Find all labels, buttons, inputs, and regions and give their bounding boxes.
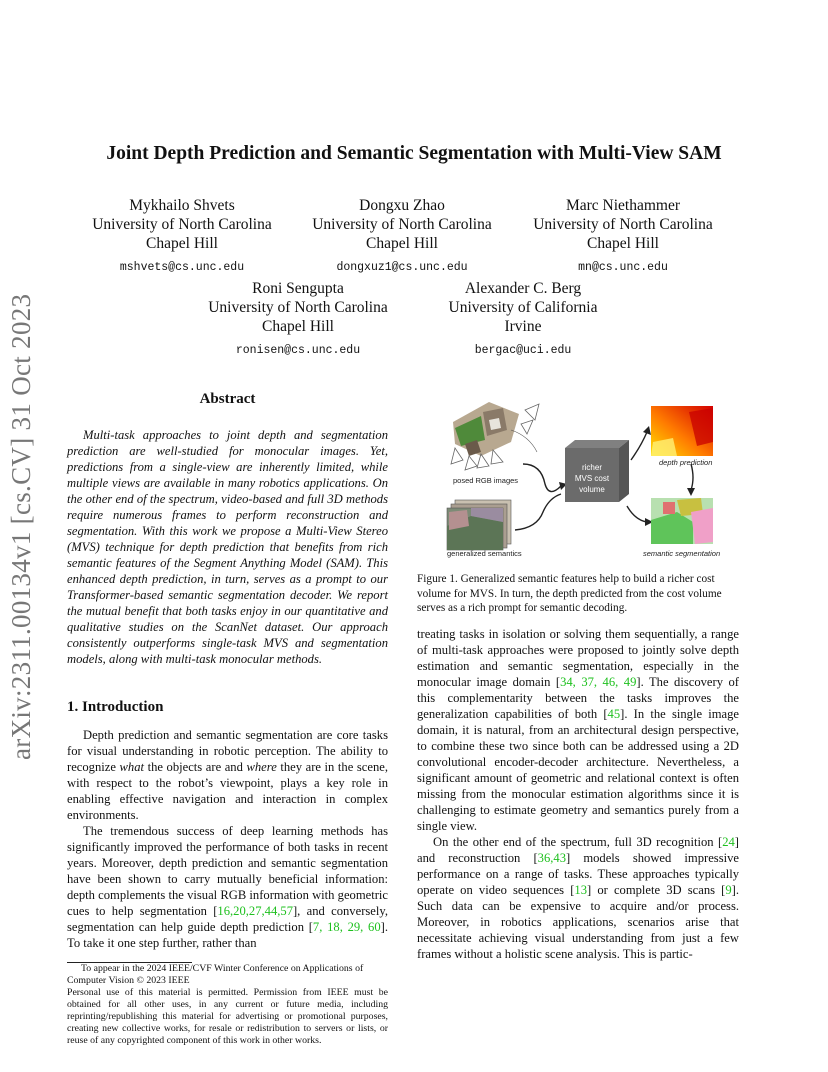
label-posed-rgb-images: posed RGB images <box>453 476 519 485</box>
author-email[interactable]: mshvets@cs.unc.edu <box>119 261 245 274</box>
arrow-volume-to-depth <box>631 432 647 460</box>
author-affiliation: University of North Carolina <box>208 299 388 316</box>
citation-link[interactable]: 36,43 <box>537 851 567 865</box>
intro-paragraph-1: Depth prediction and semantic segmentation are core tasks for visual understanding in robotic perception. The ability to recognize what the objects are and where they are in the scene, with respect to the robot’s viewpoint, plays a key role in enabling effective navigation and interaction in complex environments. <box>67 728 388 822</box>
author-email[interactable]: dongxuz1@cs.unc.edu <box>336 261 468 274</box>
arrow-volume-to-semantic <box>627 506 647 522</box>
citation-link[interactable]: 7, 18, 29, 60 <box>312 920 381 934</box>
arrow-posed-to-volume <box>523 464 561 492</box>
cube-label-line3: volume <box>579 485 605 494</box>
paper-title: Joint Depth Prediction and Semantic Segmentation with Multi-View SAM <box>106 143 722 164</box>
introduction-body <box>67 727 388 951</box>
label-depth-prediction: depth prediction <box>659 458 713 467</box>
author-name: Marc Niethammer <box>565 197 681 214</box>
label-semantic-segmentation: semantic segmentation <box>643 549 721 558</box>
author-block <box>82 196 282 277</box>
generalized-semantics-stack <box>447 500 511 550</box>
footnote-copyright: Personal use of this material is permitted. Permission from IEEE must be obtained for all other uses, in any current or future media, including reprinting/republishing this material for advertising or promotional purposes, creating new collective works, for resale or redistribution to servers or lists, or reuse of any copyrighted component of this work in other works. <box>67 987 388 1046</box>
author-block <box>423 279 623 360</box>
author-affiliation: University of California <box>448 299 598 316</box>
section-heading-introduction: 1. Introduction <box>67 699 164 715</box>
author-affiliation: University of North Carolina <box>312 216 492 233</box>
author-block <box>523 196 723 277</box>
author-affiliation-city: Irvine <box>504 318 542 335</box>
arrow-depth-to-semantic <box>691 464 693 490</box>
citation-link[interactable]: 45 <box>607 707 621 721</box>
label-generalized-semantics: generalized semantics <box>447 549 522 558</box>
abstract-body <box>67 427 388 667</box>
posed-rgb-images-illustration <box>451 402 539 470</box>
right-column-body <box>417 626 739 962</box>
arrow-semantics-to-volume <box>515 494 561 530</box>
author-affiliation: University of North Carolina <box>92 216 272 233</box>
author-affiliation-city: Chapel Hill <box>146 235 218 252</box>
semantic-segmentation-image <box>651 498 713 544</box>
figure-1-diagram <box>441 402 731 564</box>
author-affiliation-city: Chapel Hill <box>587 235 659 252</box>
footnote-venue: To appear in the 2024 IEEE/CVF Winter Conference on Applications of Computer Vision © 2023 IEEE <box>67 963 364 986</box>
author-affiliation-city: Chapel Hill <box>262 318 334 335</box>
body-paragraph: On the other end of the spectrum, full 3D recognition [24] and reconstruction [36,43] models showed impressive performance on a range of tasks. These approaches typically operate on video sequences [13] or complete 3D scans [9]. Such data can be expensive to acquire and/or process. Moreover, in robotics applications, scenarios arise that necessitate achieving visual understanding from just a few frames without a holistic scene analysis. This is partic- <box>417 835 740 961</box>
author-email[interactable]: mn@cs.unc.edu <box>578 261 668 274</box>
author-email[interactable]: bergac@uci.edu <box>474 344 572 357</box>
author-name: Alexander C. Berg <box>464 280 582 297</box>
cube-label-line2: MVS cost <box>574 474 610 483</box>
citation-link[interactable]: 16,20,27,44,57 <box>217 904 293 918</box>
arxiv-identifier: arXiv:2311.00134v1 [cs.CV] 31 Oct 2023 <box>6 293 36 760</box>
figure-1 <box>441 402 731 564</box>
author-affiliation: University of North Carolina <box>533 216 713 233</box>
citation-link[interactable]: 24 <box>722 835 735 849</box>
citation-link[interactable]: 9 <box>725 883 732 897</box>
citation-link[interactable]: 13 <box>574 883 587 897</box>
author-name: Roni Sengupta <box>252 280 344 297</box>
citation-link[interactable]: 34, 37, 46, 49 <box>560 675 637 689</box>
intro-paragraph-2: The tremendous success of deep learning methods has significantly improved the performance of both tasks in recent years. Moreover, depth prediction and semantic segmentation have been shown to carry mutually beneficial information: depth complements the visual RGB information with geometric cues to help segmentation [16,20,27,44,57], and conversely, segmentation can help guide depth prediction [7, 18, 29, 60]. To take it one step further, rather than <box>67 824 388 950</box>
author-affiliation-city: Chapel Hill <box>366 235 438 252</box>
author-block <box>198 279 398 360</box>
abstract-paragraph: Multi-task approaches to joint depth and segmentation prediction are well-studied for monocular images. Yet, predictions from a single-view are inherently limited, while multiple views are available in many robotics applications. On the other end of the spectrum, video-based and full 3D methods require numerous frames to perform reconstruction and segmentation. With this work we propose a Multi-View Stereo (MVS) technique for depth prediction that benefits from rich semantic features of the Segment Anything Model (SAM). This enhanced depth prediction, in turn, serves as a prompt to our Transformer-based semantic segmentation decoder. We report the mutual benefit that both tasks enjoy in our quantitative and qualitative studies on the ScanNet dataset. Our approach consistently outperforms single-task MVS and segmentation models, along with multi-task monocular methods. <box>67 428 388 666</box>
body-paragraph: treating tasks in isolation or solving them sequentially, a range of multi-task approaches were proposed to jointly solve depth estimation and semantic segmentation, especially in the monocular image domain [34, 37, 46, 49]. The discovery of this complementarity between the tasks improves the generalization capabilities of both [45]. In the single image domain, it is natural, from an architectural design perspective, to combine these two since both can be addressed using a 2D convolutional encoder-decoder architecture. Nevertheless, a significant amount of geometric and relational context is often missing from the monocular estimation algorithms since it is challenging to estimate geometry and semantics purely from a single view. <box>417 627 740 833</box>
author-block <box>302 196 502 277</box>
figure-caption: Figure 1. Generalized semantic features help to build a richer cost volume for MVS. In turn, the depth predicted from the cost volume serves as a rich prompt for semantic decoding. <box>417 573 722 614</box>
author-name: Mykhailo Shvets <box>129 197 235 214</box>
author-email[interactable]: ronisen@cs.unc.edu <box>235 344 361 357</box>
footnote <box>67 962 388 1047</box>
author-name: Dongxu Zhao <box>359 197 445 214</box>
cube-label-line1: richer <box>581 463 603 472</box>
depth-prediction-image <box>651 406 713 456</box>
abstract-heading: Abstract <box>199 391 256 407</box>
